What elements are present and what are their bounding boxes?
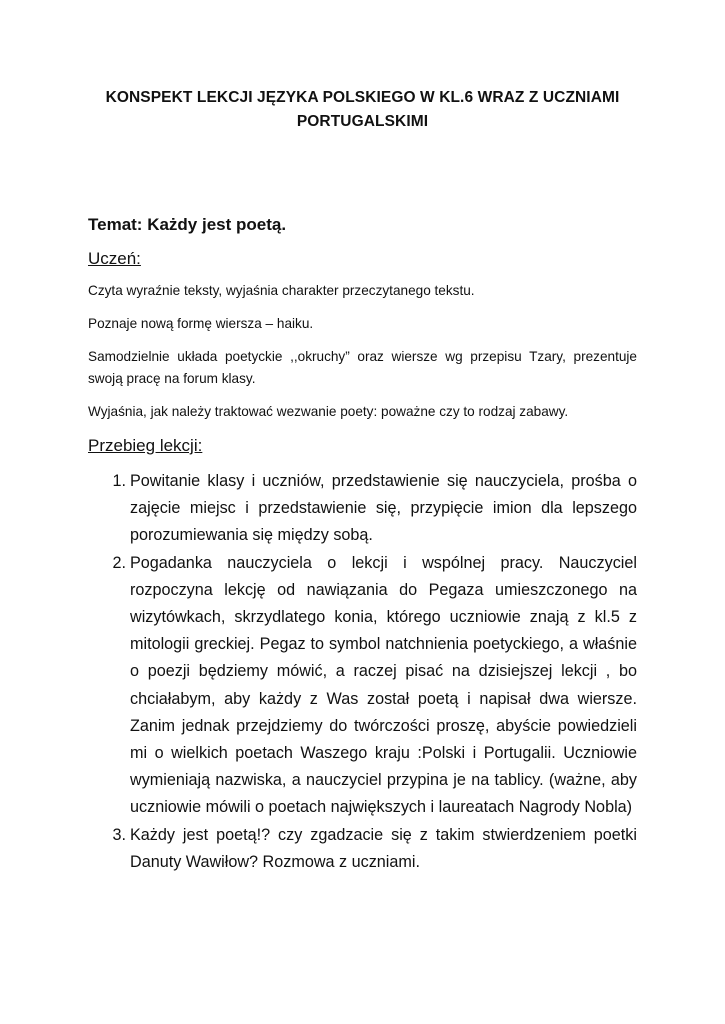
step-number: 2.: [112, 553, 126, 572]
document-title-line-1: KONSPEKT LEKCJI JĘZYKA POLSKIEGO W KL.6 WRAZ Z UCZNIAMI: [105, 89, 620, 106]
step-number: 1.: [112, 472, 126, 490]
student-heading: Uczeń:: [88, 249, 141, 268]
process-heading: Przebieg lekcji:: [88, 436, 203, 455]
lesson-step: [88, 822, 637, 876]
lesson-topic: Temat: Każdy jest poetą.: [88, 215, 287, 234]
learning-goal: Wyjaśnia, jak należy traktować wezwanie poety: poważne czy to rodzaj zabawy.: [88, 404, 569, 419]
learning-goal: Samodzielnie układa poetyckie ,,okruchy” oraz wiersze wg przepisu Tzary, prezentuje swoją pracę na forum klasy.: [88, 349, 637, 386]
learning-goal: Poznaje nową formę wiersza – haiku.: [88, 316, 314, 331]
document-title-line-2: PORTUGALSKIMI: [296, 113, 429, 130]
step-text: Każdy jest poetą!? czy zgadzacie się z takim stwierdzeniem poetki Danuty Wawiłow? Rozmowa z uczniami.: [130, 825, 637, 871]
lesson-step: [88, 550, 637, 822]
lesson-steps: [88, 468, 637, 876]
learning-goal: Czyta wyraźnie teksty, wyjaśnia charakter przeczytanego tekstu.: [88, 283, 475, 298]
lesson-step: [88, 468, 637, 550]
document-title: [88, 86, 637, 134]
learning-goals: [88, 280, 637, 423]
step-number: 3.: [112, 825, 126, 844]
step-text: Powitanie klasy i uczniów, przedstawienie się nauczyciela, prośba o zajęcie miejsc i przedstawienie się, przypięcie imion dla lepszego porozumiewania się między sobą.: [130, 472, 637, 545]
step-text: Pogadanka nauczyciela o lekcji i wspólnej pracy. Nauczyciel rozpoczyna lekcję od nawiązania do Pegaza umieszczonego na wizytówkach, skrzydlatego konia, którego uczniowie znają z kl.5 z mitologii greckiej. Pegaz to symbol natchnienia poetyckiego, a właśnie o poezji będziemy mówić, a raczej pisać na dzisiejszej lekcji , bo chciałabym, aby każdy z Was został poetą i napisał dwa wiersze. Zanim jednak przejdziemy do twórczości proszę, abyście powiedzieli mi o wielkich poetach Waszego kraju :Polski i Portugalii. Uczniowie wymieniają nazwiska, a nauczyciel przypina je na tablicy. (ważne, aby uczniowie mówili o poetach największych i laureatach Nagrody Nobla): [130, 553, 637, 817]
